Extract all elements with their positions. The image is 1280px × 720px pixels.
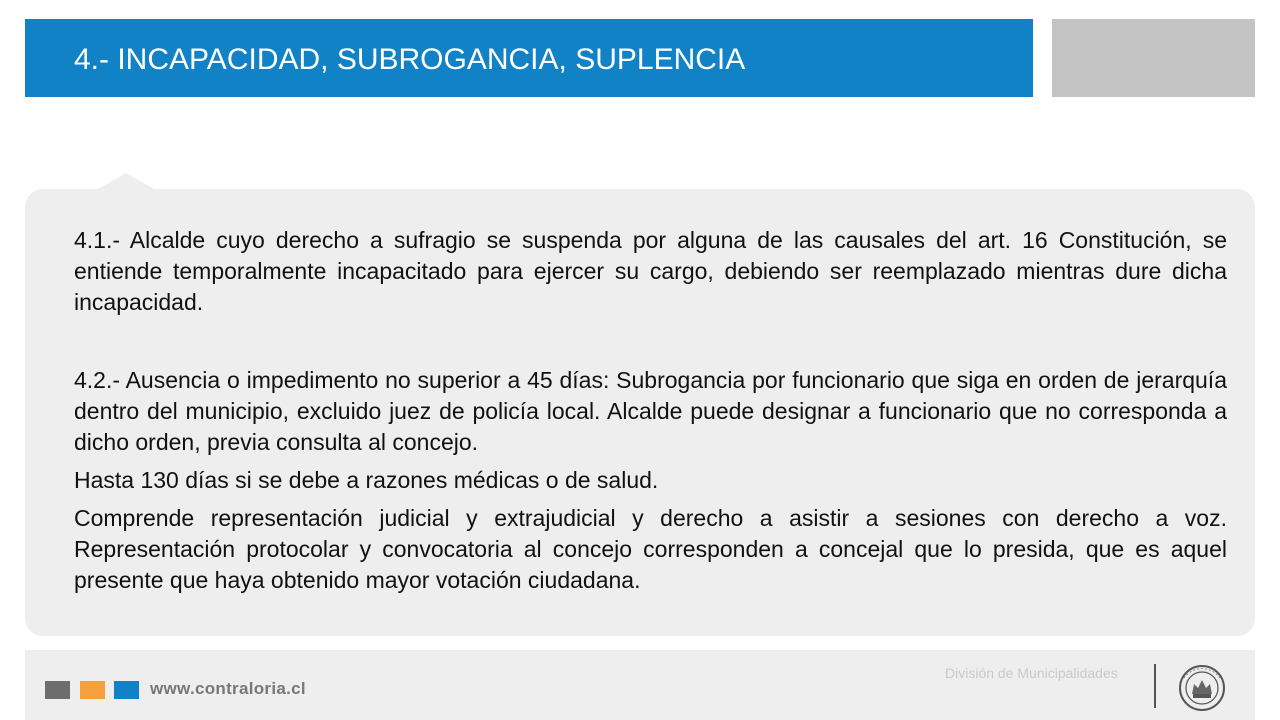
paragraph-130-dias: Hasta 130 días si se debe a razones médicas o de salud. [74, 467, 659, 493]
paragraph-4-1: 4.1.- Alcalde cuyo derecho a sufragio se suspenda por alguna de las causales del art. 16 Constitución, se entiende temporalmente incapacitado para ejercer su cargo, debiendo ser reemplazado mientras dure dicha incapacidad. [74, 227, 1227, 315]
content-panel [25, 189, 1255, 636]
division-label: División de Municipalidades [945, 665, 1118, 681]
gray-square-icon [45, 681, 70, 699]
body-text [74, 225, 1227, 596]
paragraph-comprende: Comprende representación judicial y extrajudicial y derecho a asistir a sesiones con derecho a voz. Representación protocolar y convocatoria al concejo corresponden a concejal que lo presida, que es aquel presente que haya obtenido mayor votación ciudadana. [74, 505, 1227, 593]
corner-decoration [1052, 19, 1255, 97]
panel-notch [96, 173, 156, 190]
contraloria-seal-icon [1172, 664, 1232, 712]
footer [25, 650, 1255, 720]
title-bar [25, 19, 1033, 97]
slide-title: 4.- INCAPACIDAD, SUBROGANCIA, SUPLENCIA [74, 43, 746, 76]
blue-square-icon [114, 681, 139, 699]
footer-divider [1154, 664, 1156, 708]
website-link[interactable]: www.contraloria.cl [150, 679, 306, 698]
orange-square-icon [80, 681, 105, 699]
paragraph-4-2: 4.2.- Ausencia o impedimento no superior a 45 días: Subrogancia por funcionario que siga en orden de jerarquía dentro del municipio, excluido juez de policía local. Alcalde puede designar a funcionario que no corresponda a dicho orden, previa consulta al concejo. [74, 367, 1227, 455]
